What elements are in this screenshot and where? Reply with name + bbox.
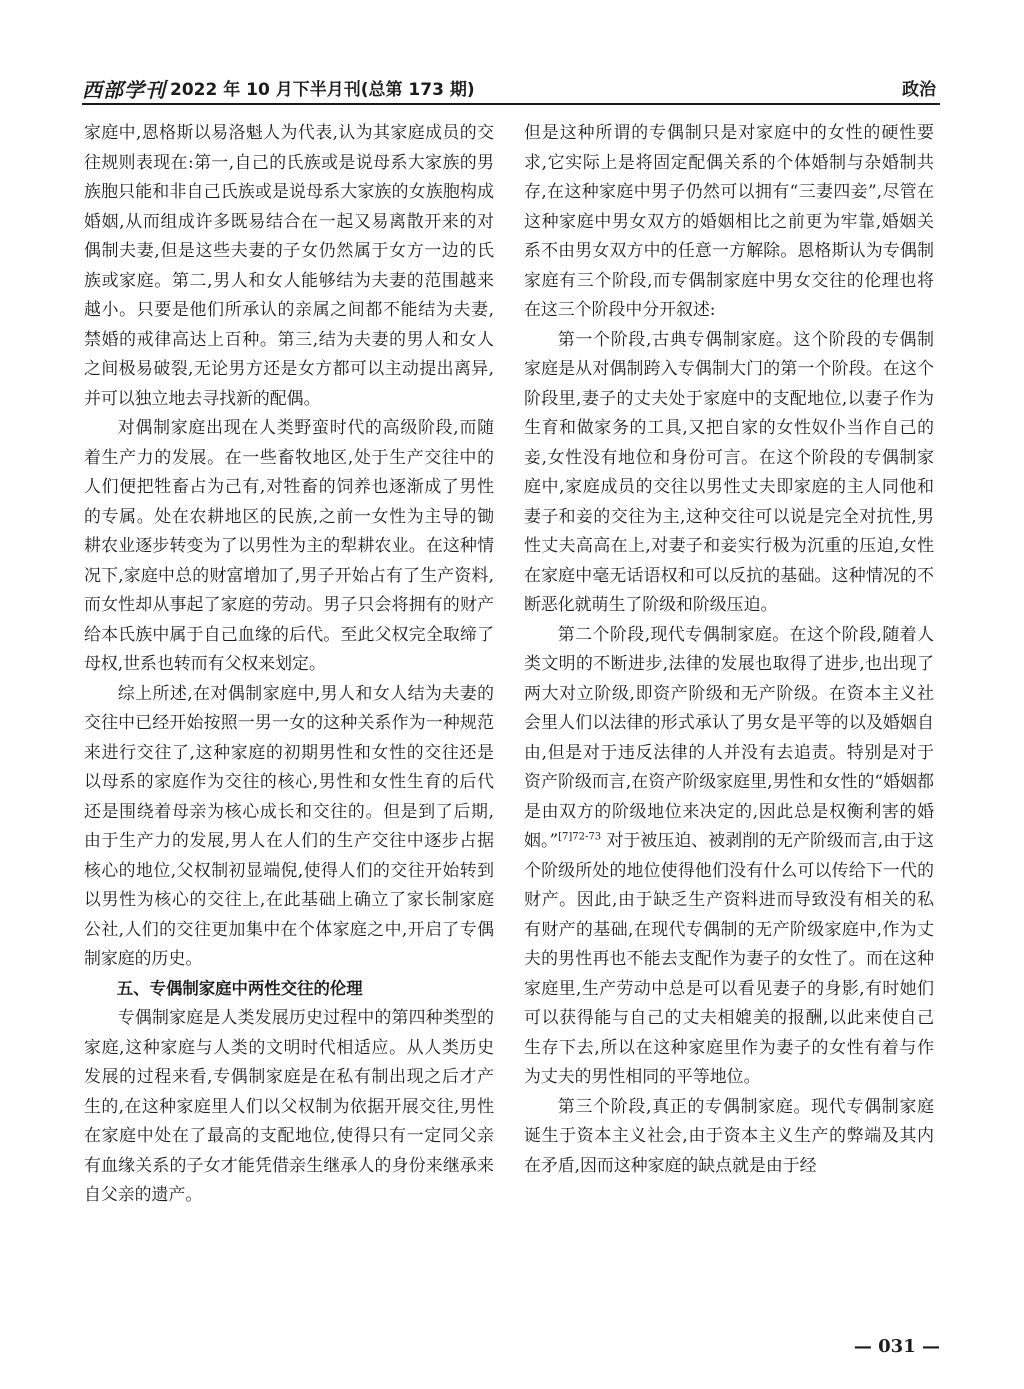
left-paragraph-1: 家庭中,恩格斯以易洛魁人为代表,认为其家庭成员的交往规则表现在:第一,自己的氏族或是说母系大家族的男族胞只能和非自己氏族或是说母系大家族的女族胞构成婚姻,从而组成许多既易结合在一起又易离散开来的对偶制夫妻,但是这些夫妻的子女仍然属于女方一边的氏族或家庭。第二,男人和女人能够结为夫妻的范围越来越小。只要是他们所承认的亲属之间都不能结为夫妻,禁婚的戒律高达上百种。第三,结为夫妻的男人和女人之间极易破裂,无论男方还是女方都可以主动提出离异,并可以独立地去寻找新的配偶。 [84,122,494,408]
left-paragraph-3: 综上所述,在对偶制家庭中,男人和女人结为夫妻的交往中已经开始按照一男一女的这种关系作为一种规范来进行交往了,这种家庭的初期男性和女性的交往还是以母系的家庭作为交往的核心,男性和女性生育的后代还是围绕着母亲为核心成长和交往的。但是到了后期,由于生产力的发展,男人在人们的生产交往中逐步占据核心的地位,父权制初显端倪,使得人们的交往开始转到以男性为核心的交往上,在此基础上确立了家长制家庭公社,人们的交往更加集中在个体家庭之中,开启了专偶制家庭的历史。 [84,682,494,968]
journal-logo: 西部学刊 [82,78,166,102]
header-divider [82,103,940,105]
citation-reference: [7]72-73 [558,831,602,843]
section-name: 政治 [902,80,936,100]
right-paragraph-1: 但是这种所谓的专偶制只是对家庭中的女性的硬性要求,它实际上是将固定配偶关系的个体婚制与杂婚制共存,在这种家庭中男子仍然可以拥有“三妻四妾”,尽管在这种家庭中男女双方的婚姻相比之前更为牢靠,婚姻关系不由男女双方中的任意一方解除。恩格斯认为专偶制家庭有三个阶段,而专偶制家庭中男女交往的伦理也将在这三个阶段中分开叙述: [524,122,934,319]
right-paragraph-2: 第一个阶段,古典专偶制家庭。这个阶段的专偶制家庭是从对偶制跨入专偶制大门的第一个阶段。在这个阶段里,妻子的丈夫处于家庭中的支配地位,以妻子作为生育和做家务的工具,又把自家的女性奴仆当作自己的妾,女性没有地位和身份可言。在这个阶段的专偶制家庭中,家庭成员的交往以男性丈夫即家庭的主人同他和妻子和妾的交往为主,这种交往可以说是完全对抗性,男性丈夫高高在上,对妻子和妾实行极为沉重的压迫,女性在家庭中毫无话语权和可以反抗的基础。这种情况的不断恶化就萌生了阶级和阶级压迫。 [524,328,934,614]
issue-info: 2022 年 10 月下半月刊(总第 173 期) [170,80,475,100]
right-paragraph-4: 第三个阶段,真正的专偶制家庭。现代专偶制家庭诞生于资本主义社会,由于资本主义生产的弊端及其内在矛盾,因而这种家庭的缺点就是由于经 [524,1095,934,1175]
left-paragraph-4: 专偶制家庭是人类发展历史过程中的第四种类型的家庭,这种家庭与人类的文明时代相适应。从人类历史发展的过程来看,专偶制家庭是在私有制出现之后才产生的,在这种家庭里人们以父权制为依据开展交往,男性在家庭中处在了最高的支配地位,使得只有一定同父亲有血缘关系的子女才能凭借亲生继承人的身份来继承来自父亲的遗产。 [84,1007,494,1204]
right-paragraph-3 [524,620,934,1092]
right-paragraph-3-text-a: 第二个阶段,现代专偶制家庭。在这个阶段,随着人类文明的不断进步,法律的发展也取得了进步,也出现了两大对立阶级,即资产阶级和无产阶级。在资本主义社会里人们以法律的形式承认了男女是平等的以及婚姻自由,但是对于违反法律的人并没有去追责。特别是对于资产阶级而言,在资产阶级家庭里,男性和女性的“婚姻都是由双方的阶级地位来决定的,因此总是权衡利害的婚姻。” [524,623,934,850]
running-header [82,74,940,106]
section-heading: 五、专偶制家庭中两性交往的伦理 [116,978,363,998]
right-paragraph-3-text-b: 对于被压迫、被剥削的无产阶级而言,由于这个阶级所处的地位使得他们没有什么可以传给下一代的财产。因此,由于缺乏生产资料进而导致没有相关的私有财产的基础,在现代专偶制的无产阶级家庭中,作为丈夫的男性再也不能去支配作为妻子的女性了。而在这种家庭里,生产劳动中总是可以看见妻子的身影,有时她们可以获得能与自己的丈夫相媲美的报酬,以此来使自己生存下去,所以在这种家庭里作为妻子的女性有着与作为丈夫的男性相同的平等地位。 [524,830,934,1086]
page-number: — 031 — [853,1336,940,1357]
right-column [524,118,934,1338]
left-column [84,118,494,1338]
left-paragraph-2: 对偶制家庭出现在人类野蛮时代的高级阶段,而随着生产力的发展。在一些畜牧地区,处于生产交往中的人们便把牲畜占为己有,对牲畜的饲养也逐渐成了男性的专属。处在农耕地区的民族,之前一女性为主导的锄耕农业逐步转变为了以男性为主的犁耕农业。在这种情况下,家庭中总的财富增加了,男子开始占有了生产资料,而女性却从事起了家庭的劳动。男子只会将拥有的财产给本氏族中属于自己血缘的后代。至此父权完全取缔了母权,世系也转而有父权来划定。 [84,417,494,673]
